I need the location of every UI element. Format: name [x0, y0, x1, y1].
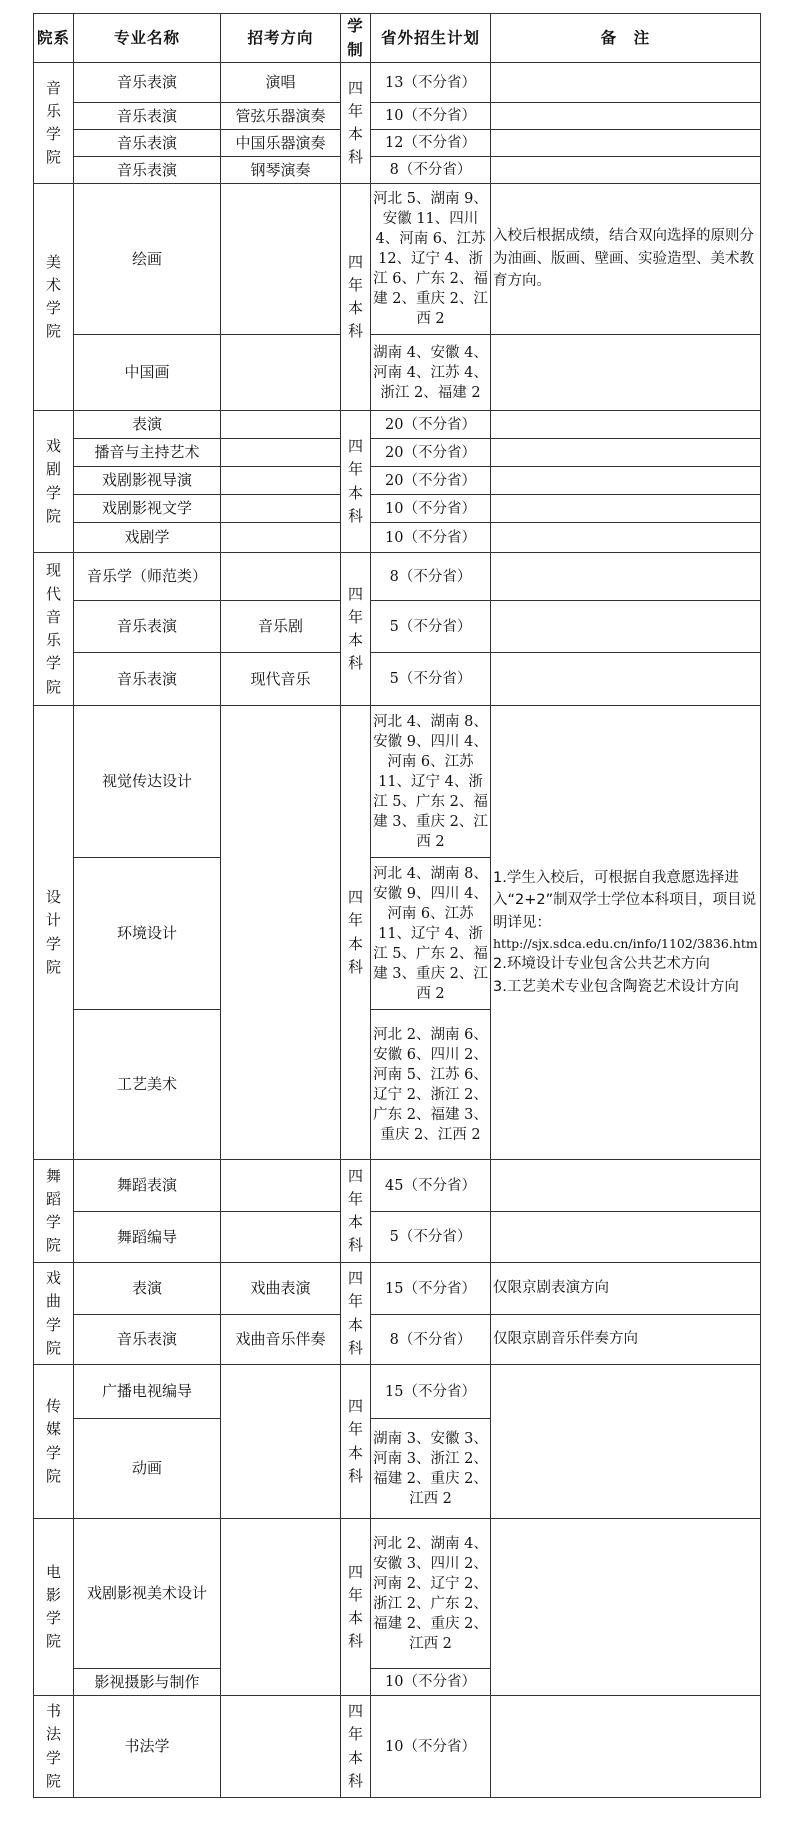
plan-cell: 5（不分省）: [371, 601, 491, 653]
schooling-cell: 四 年 本 科: [341, 411, 371, 553]
table-row: [34, 63, 761, 103]
schooling-cell: 四 年 本 科: [341, 1696, 371, 1798]
major-cell: 音乐学（师范类）: [74, 553, 221, 601]
plan-cell: 20（不分省）: [371, 439, 491, 467]
major-cell: 视觉传达设计: [74, 706, 221, 858]
table-row: [34, 184, 761, 335]
direction-cell: [221, 335, 341, 411]
college-cell: 传 媒 学 院: [34, 1365, 74, 1519]
schooling-cell: 四 年 本 科: [341, 184, 371, 411]
direction-cell: [221, 184, 341, 335]
note-cell: [491, 467, 761, 495]
plan-cell: 河北 2、湖南 4、安徽 3、四川 2、河南 2、辽宁 2、浙江 2、广东 2、福建 2、重庆 2、江西 2: [371, 1519, 491, 1669]
note-line: 1.学生入校后，可根据自我意愿选择进入“2+2”制双学士学位本科项目，项目说明详见：: [493, 869, 757, 931]
enrollment-table: [33, 13, 761, 1798]
plan-cell: 20（不分省）: [371, 467, 491, 495]
table-header-row: [34, 14, 761, 63]
header-major: 专业名称: [74, 14, 221, 63]
header-plan: 省外招生计划: [371, 14, 491, 63]
plan-cell: 5（不分省）: [371, 1212, 491, 1263]
table-row: [34, 130, 761, 157]
schooling-cell: 四 年 本 科: [341, 553, 371, 706]
header-note: 备 注: [491, 14, 761, 63]
note-cell: [491, 157, 761, 184]
header-college: 院系: [34, 14, 74, 63]
note-cell: [491, 1696, 761, 1798]
plan-cell: 湖南 4、安徽 4、河南 4、江苏 4、浙江 2、福建 2: [371, 335, 491, 411]
table-row: [34, 523, 761, 553]
plan-cell: 8（不分省）: [371, 157, 491, 184]
college-cell: 书 法 学 院: [34, 1696, 74, 1798]
direction-cell: 钢琴演奏: [221, 157, 341, 184]
major-cell: 音乐表演: [74, 1315, 221, 1365]
major-cell: 中国画: [74, 335, 221, 411]
direction-cell: [221, 1696, 341, 1798]
table-row: [34, 1212, 761, 1263]
note-cell: [491, 653, 761, 706]
plan-cell: 15（不分省）: [371, 1365, 491, 1419]
table-row: [34, 335, 761, 411]
note-cell: [491, 130, 761, 157]
note-cell: [491, 1519, 761, 1696]
major-cell: 音乐表演: [74, 103, 221, 130]
plan-cell: 河北 2、湖南 6、安徽 6、四川 2、河南 5、江苏 6、辽宁 2、浙江 2、广东 2、福建 3、重庆 2、江西 2: [371, 1010, 491, 1160]
plan-cell: 20（不分省）: [371, 411, 491, 439]
table-row: [34, 1365, 761, 1419]
table-row: [34, 411, 761, 439]
direction-cell: 中国乐器演奏: [221, 130, 341, 157]
college-cell: 设 计 学 院: [34, 706, 74, 1160]
note-cell: [491, 335, 761, 411]
direction-cell: [221, 553, 341, 601]
major-cell: 动画: [74, 1419, 221, 1519]
note-link[interactable]: http://sjx.sdca.edu.cn/info/1102/3836.htm: [493, 936, 758, 952]
plan-cell: 8（不分省）: [371, 1315, 491, 1365]
direction-cell: [221, 1160, 341, 1212]
direction-cell: [221, 495, 341, 523]
major-cell: 影视摄影与制作: [74, 1669, 221, 1696]
major-cell: 戏剧影视文学: [74, 495, 221, 523]
college-cell: 戏 剧 学 院: [34, 411, 74, 553]
major-cell: 工艺美术: [74, 1010, 221, 1160]
direction-cell: 管弦乐器演奏: [221, 103, 341, 130]
note-cell: 仅限京剧音乐伴奏方向: [491, 1315, 761, 1365]
college-cell: 戏 曲 学 院: [34, 1263, 74, 1365]
plan-cell: 10（不分省）: [371, 1696, 491, 1798]
note-cell: [491, 1212, 761, 1263]
direction-cell: [221, 706, 341, 1160]
plan-cell: 10（不分省）: [371, 523, 491, 553]
table-row: [34, 1519, 761, 1669]
direction-cell: 音乐剧: [221, 601, 341, 653]
table-row: [34, 1263, 761, 1315]
direction-cell: 现代音乐: [221, 653, 341, 706]
direction-cell: 戏曲音乐伴奏: [221, 1315, 341, 1365]
major-cell: 舞蹈表演: [74, 1160, 221, 1212]
schooling-cell: 四 年 本 科: [341, 1365, 371, 1519]
major-cell: 音乐表演: [74, 653, 221, 706]
major-cell: 书法学: [74, 1696, 221, 1798]
note-cell: 仅限京剧表演方向: [491, 1263, 761, 1315]
plan-cell: 45（不分省）: [371, 1160, 491, 1212]
table-row: [34, 706, 761, 858]
direction-cell: [221, 411, 341, 439]
major-cell: 舞蹈编导: [74, 1212, 221, 1263]
note-cell: [491, 439, 761, 467]
table-row: [34, 157, 761, 184]
note-cell: [491, 1365, 761, 1519]
schooling-cell: 四 年 本 科: [341, 1160, 371, 1263]
table-row: [34, 601, 761, 653]
direction-cell: [221, 523, 341, 553]
major-cell: 音乐表演: [74, 157, 221, 184]
direction-cell: [221, 439, 341, 467]
major-cell: 戏剧影视美术设计: [74, 1519, 221, 1669]
note-cell: [491, 411, 761, 439]
direction-cell: [221, 467, 341, 495]
major-cell: 戏剧学: [74, 523, 221, 553]
note-cell: [491, 706, 761, 1160]
major-cell: 播音与主持艺术: [74, 439, 221, 467]
plan-cell: 10（不分省）: [371, 1669, 491, 1696]
plan-cell: 15（不分省）: [371, 1263, 491, 1315]
table-row: [34, 467, 761, 495]
plan-cell: 10（不分省）: [371, 495, 491, 523]
schooling-cell: 四 年 本 科: [341, 1519, 371, 1696]
major-cell: 音乐表演: [74, 130, 221, 157]
major-cell: 绘画: [74, 184, 221, 335]
college-cell: 音 乐 学 院: [34, 63, 74, 184]
plan-cell: 河北 5、湖南 9、安徽 11、四川 4、河南 6、江苏 12、辽宁 4、浙江 6、广东 2、福建 2、重庆 2、江西 2: [371, 184, 491, 335]
direction-cell: [221, 1519, 341, 1696]
major-cell: 音乐表演: [74, 63, 221, 103]
major-cell: 表演: [74, 1263, 221, 1315]
plan-cell: 13（不分省）: [371, 63, 491, 103]
note-line: 2.环境设计专业包含公共艺术方向: [493, 956, 710, 973]
direction-cell: [221, 1212, 341, 1263]
direction-cell: [221, 1365, 341, 1519]
note-cell: [491, 495, 761, 523]
direction-cell: 戏曲表演: [221, 1263, 341, 1315]
college-cell: 美 术 学 院: [34, 184, 74, 411]
note-cell: [491, 601, 761, 653]
plan-cell: 河北 4、湖南 8、安徽 9、四川 4、河南 6、江苏 11、辽宁 4、浙江 5、广东 2、福建 3、重庆 2、江西 2: [371, 706, 491, 858]
schooling-cell: 四 年 本 科: [341, 63, 371, 184]
plan-cell: 湖南 3、安徽 3、河南 3、浙江 2、福建 2、重庆 2、江西 2: [371, 1419, 491, 1519]
table-row: [34, 1160, 761, 1212]
major-cell: 戏剧影视导演: [74, 467, 221, 495]
schooling-cell: 四 年 本 科: [341, 706, 371, 1160]
plan-cell: 5（不分省）: [371, 653, 491, 706]
major-cell: 音乐表演: [74, 601, 221, 653]
direction-cell: 演唱: [221, 63, 341, 103]
header-direction: 招考方向: [221, 14, 341, 63]
plan-cell: 8（不分省）: [371, 553, 491, 601]
table-row: [34, 1696, 761, 1798]
plan-cell: 河北 4、湖南 8、安徽 9、四川 4、河南 6、江苏 11、辽宁 4、浙江 5、广东 2、福建 3、重庆 2、江西 2: [371, 858, 491, 1010]
note-cell: 入校后根据成绩，结合双向选择的原则分为油画、版画、壁画、实验造型、美术教育方向。: [491, 184, 761, 335]
note-cell: [491, 63, 761, 103]
header-schooling: 学 制: [341, 14, 371, 63]
note-cell: [491, 1160, 761, 1212]
table-row: [34, 495, 761, 523]
major-cell: 表演: [74, 411, 221, 439]
college-cell: 电 影 学 院: [34, 1519, 74, 1696]
schooling-cell: 四 年 本 科: [341, 1263, 371, 1365]
note-cell: [491, 553, 761, 601]
table-row: [34, 103, 761, 130]
major-cell: 广播电视编导: [74, 1365, 221, 1419]
note-cell: [491, 523, 761, 553]
table-row: [34, 1315, 761, 1365]
table-row: [34, 653, 761, 706]
plan-cell: 10（不分省）: [371, 103, 491, 130]
table-row: [34, 439, 761, 467]
note-line: 3.工艺美术专业包含陶瓷艺术设计方向: [493, 978, 739, 995]
college-cell: 现 代 音 乐 学 院: [34, 553, 74, 706]
plan-cell: 12（不分省）: [371, 130, 491, 157]
note-cell: [491, 103, 761, 130]
major-cell: 环境设计: [74, 858, 221, 1010]
college-cell: 舞 蹈 学 院: [34, 1160, 74, 1263]
table-row: [34, 553, 761, 601]
